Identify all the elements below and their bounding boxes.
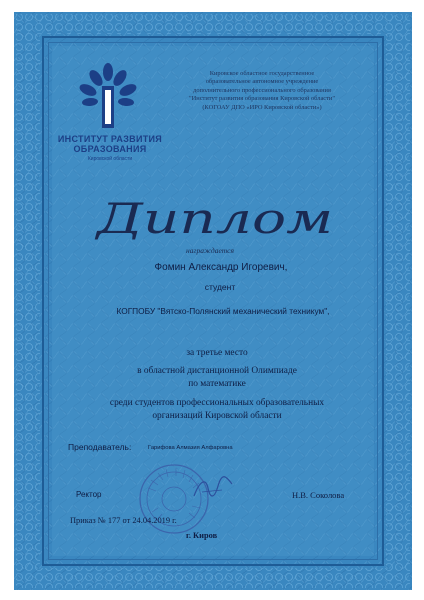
header-line2: образовательное автономное учреждение <box>205 78 319 86</box>
participants-line1: среди студентов профессиональных образовательных <box>109 398 325 408</box>
teacher-name: Гарифова Алмазия Алфаровна <box>148 445 233 451</box>
header-line5: (КОГОАУ ДПО «ИРО Кировской области») <box>202 103 322 111</box>
institute-name-line2: ОБРАЗОВАНИЯ <box>73 144 147 154</box>
header-line1: Кировское областное государственное <box>209 70 315 77</box>
institute-name-line1: ИНСТИТУТ РАЗВИТИЯ <box>57 134 163 144</box>
city: г. Киров <box>186 531 218 540</box>
header-line3: дополнительного профессионального образования <box>193 86 331 94</box>
diploma-title: Диплом <box>96 194 334 243</box>
order-number: Приказ № 177 от 24.04.2019 г. <box>70 516 177 525</box>
teacher-label: Преподаватель: <box>68 442 132 452</box>
participants-line2: организаций Кировской области <box>152 411 282 421</box>
institute-name <box>50 134 170 154</box>
student-role: студент <box>204 282 236 292</box>
signer-name: Н.В. Соколова <box>292 490 345 500</box>
issuer-header <box>160 70 364 112</box>
rector-label: Ректор <box>76 490 102 499</box>
award-place: за третье место <box>186 348 248 358</box>
subject: по математике <box>188 379 246 389</box>
institute-region: Кировской области <box>87 156 133 162</box>
student-name: Фомин Александр Игоревич, <box>154 262 288 273</box>
header-line4: "Институт развития образования Кировской области" <box>189 95 335 103</box>
rector-signature <box>192 474 234 502</box>
competition-name: в областной дистанционной Олимпиаде <box>137 366 297 376</box>
school-name: КОГПОБУ "Вятско-Полянский механический техникум", <box>116 306 330 316</box>
awarded-label: награждается <box>186 246 234 255</box>
institute-logo-icon <box>76 62 140 132</box>
